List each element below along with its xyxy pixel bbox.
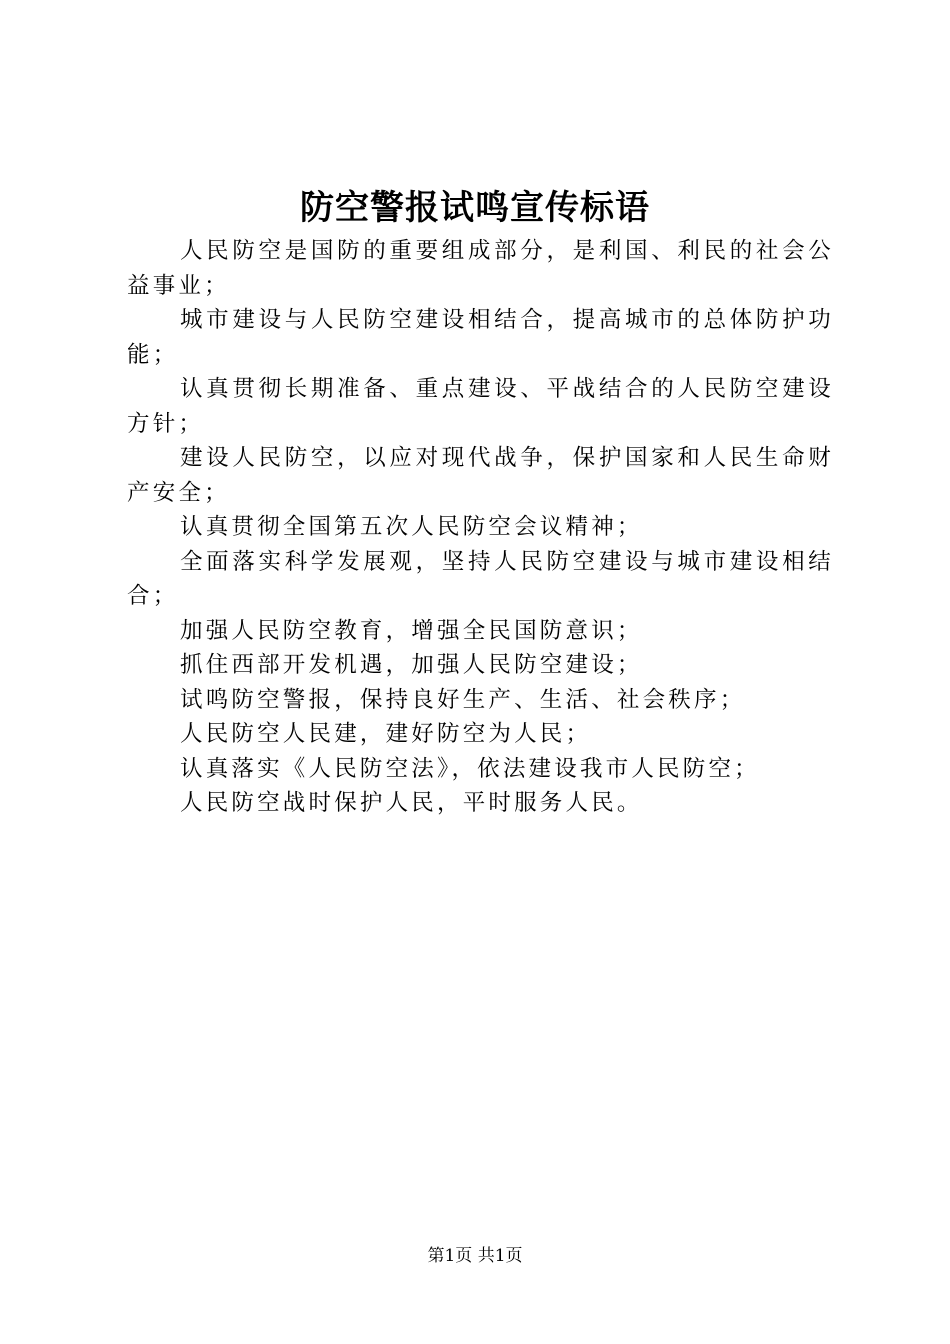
paragraph-6: 全面落实科学发展观，坚持人民防空建设与城市建设相结合； (127, 548, 834, 609)
paragraph-3: 认真贯彻长期准备、重点建设、平战结合的人民防空建设方针； (127, 376, 834, 437)
paragraph-5: 认真贯彻全国第五次人民防空会议精神； (180, 514, 643, 540)
paragraph-2: 城市建设与人民防空建设相结合，提高城市的总体防护功能； (127, 307, 834, 368)
paragraph-12: 人民防空战时保护人民，平时服务人民。 (180, 790, 643, 816)
paragraph-10: 人民防空人民建，建好防空为人民； (180, 721, 592, 747)
document-body (127, 234, 834, 821)
paragraph-8: 抓住西部开发机遇，加强人民防空建设； (180, 652, 643, 678)
paragraph-7: 加强人民防空教育，增强全民国防意识； (180, 617, 643, 644)
paragraph-1: 人民防空是国防的重要组成部分，是利国、利民的社会公益事业； (127, 238, 834, 299)
paragraph-11: 认真落实《人民防空法》，依法建设我市人民防空； (180, 755, 760, 782)
page-footer: 第1页 共1页 (427, 1246, 523, 1266)
paragraph-4: 建设人民防空，以应对现代战争，保护国家和人民生命财产安全； (127, 445, 834, 506)
page-title: 防空警报试鸣宣传标语 (300, 188, 650, 228)
paragraph-9: 试鸣防空警报，保持良好生产、生活、社会秩序； (180, 686, 746, 713)
